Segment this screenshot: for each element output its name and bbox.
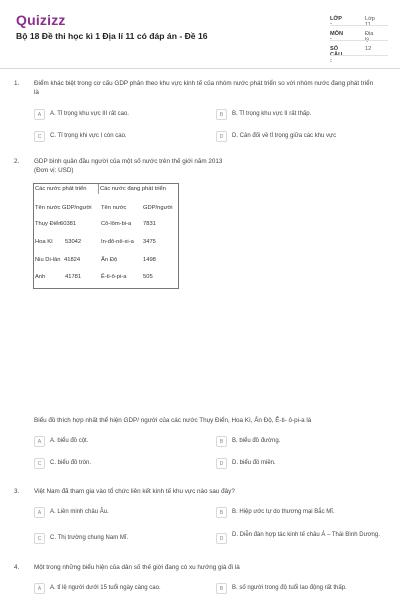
table-cell: 41824 — [64, 257, 81, 263]
table-head-developed: Các nước phát triển — [35, 186, 87, 192]
option-letter: A — [34, 436, 45, 447]
option-text: B. biểu đồ đường. — [232, 438, 281, 444]
option-letter: C — [34, 458, 45, 469]
table-cell: 505 — [143, 274, 153, 280]
option-text: B. Hiệp ước tự do thương mại Bắc Mĩ. — [232, 509, 335, 515]
option-text: A. Tỉ trọng khu vực III rất cao. — [50, 111, 129, 117]
table-cell: Anh — [35, 274, 46, 280]
question-subtext: (Đơn vị: USD) — [34, 167, 74, 174]
question-text: GDP bình quân đầu người của một số nước trên thế giới năm 2013 — [34, 158, 223, 165]
question-text: Việt Nam đã tham gia vào tổ chức liên kết kinh tế khu vực nào sau đây? — [34, 488, 235, 495]
table-col-gdp: GDP/người — [62, 205, 92, 211]
table-col-name: Tên nước — [101, 205, 127, 211]
meta-subject-label: MÔN : — [330, 31, 344, 43]
table-head-developing: Các nước đang phát triển — [100, 186, 167, 192]
option-text: D. Diễn đàn hợp tác kinh tế châu Á – Thái Bình Dương. — [232, 532, 380, 538]
option-letter: B — [216, 109, 227, 120]
question-text: Biểu đồ thích hợp nhất thể hiện GDP/ người của các nước Thụy Điển, Hoa Kì, Ấn Độ, Ê-ti- ô-pi-a là — [34, 417, 312, 424]
option-text: B. số người trong độ tuổi lao động rất thấp. — [232, 585, 347, 591]
table-cell: 7831 — [143, 221, 156, 227]
meta-class-label: LỚP : — [330, 16, 342, 28]
question-number: 3. — [14, 488, 20, 495]
table-col-name: Tên nước — [35, 205, 61, 211]
option-letter: B — [216, 507, 227, 518]
meta-divider — [330, 55, 388, 56]
header-divider — [0, 68, 400, 69]
gdp-table — [33, 183, 179, 289]
page-title: Bộ 18 Đề thi học kì 1 Địa lí 11 có đáp án - Đề 16 — [16, 31, 208, 41]
question-number: 2. — [14, 158, 20, 165]
table-cell: 53042 — [65, 239, 82, 245]
table-cell: 41781 — [65, 274, 82, 280]
meta-subject-value: Địa lý — [365, 31, 374, 43]
option-letter: C — [34, 131, 45, 142]
meta-count-value: 12 — [365, 46, 372, 52]
table-divider — [98, 184, 99, 194]
question-text: Điểm khác biệt trong cơ cấu GDP phân theo khu vực kinh tế của nhóm nước phát triển so với nhóm nước đang phát triển là — [34, 80, 374, 96]
option-letter: A — [34, 583, 45, 594]
option-letter: B — [216, 436, 227, 447]
table-cell: Ê-ti-ô-pi-a — [101, 274, 127, 280]
option-letter: C — [34, 533, 45, 544]
header — [0, 0, 400, 68]
option-letter: D — [216, 131, 227, 142]
table-cell: 1498 — [143, 257, 156, 263]
option-text: B. Tỉ trọng khu vực II rất thấp. — [232, 111, 312, 117]
option-text: A. Liên minh châu Âu. — [50, 509, 109, 515]
meta-divider — [330, 40, 388, 41]
option-letter: B — [216, 583, 227, 594]
table-cell: Ấn Độ — [101, 257, 118, 263]
option-text: C. Tỉ trọng khi vực I còn cao. — [50, 133, 127, 139]
option-text: A. tỉ lệ người dưới 15 tuổi ngày càng cao. — [50, 585, 161, 591]
option-letter: A — [34, 507, 45, 518]
option-text: C. biểu đồ tròn. — [50, 460, 92, 466]
meta-divider — [330, 25, 388, 26]
table-cell: Niu Di-lân — [35, 257, 61, 263]
option-text: C. Thị trường chung Nam Mĩ. — [50, 535, 129, 541]
meta-class-value: Lớp 11 — [365, 16, 375, 28]
table-cell: 60381 — [60, 221, 77, 227]
option-text: D. biểu đồ miền. — [232, 460, 276, 466]
quizizz-logo[interactable]: Quizizz — [16, 12, 66, 28]
table-cell: 3475 — [143, 239, 156, 245]
option-text: D. Cân đối về tỉ trọng giữa các khu vực — [232, 133, 337, 139]
option-letter: D — [216, 458, 227, 469]
table-cell: In-đô-nê-xi-a — [101, 239, 134, 245]
table-cell: Hoa Kì — [35, 239, 53, 245]
option-letter: A — [34, 109, 45, 120]
table-col-gdp: GDP/người — [143, 205, 173, 211]
option-text: A. biểu đồ cột. — [50, 438, 89, 444]
option-letter: D — [216, 533, 227, 544]
meta-count-label: SỐ CÂU : — [330, 46, 343, 64]
question-text: Một trong những biểu hiện của dân số thế giới đang có xu hướng già đi là — [34, 564, 240, 571]
table-cell: Cô-lôm-bi-a — [101, 221, 132, 227]
table-cell: Thụy Điển — [35, 221, 62, 227]
question-number: 1. — [14, 80, 20, 87]
question-number: 4. — [14, 564, 20, 571]
